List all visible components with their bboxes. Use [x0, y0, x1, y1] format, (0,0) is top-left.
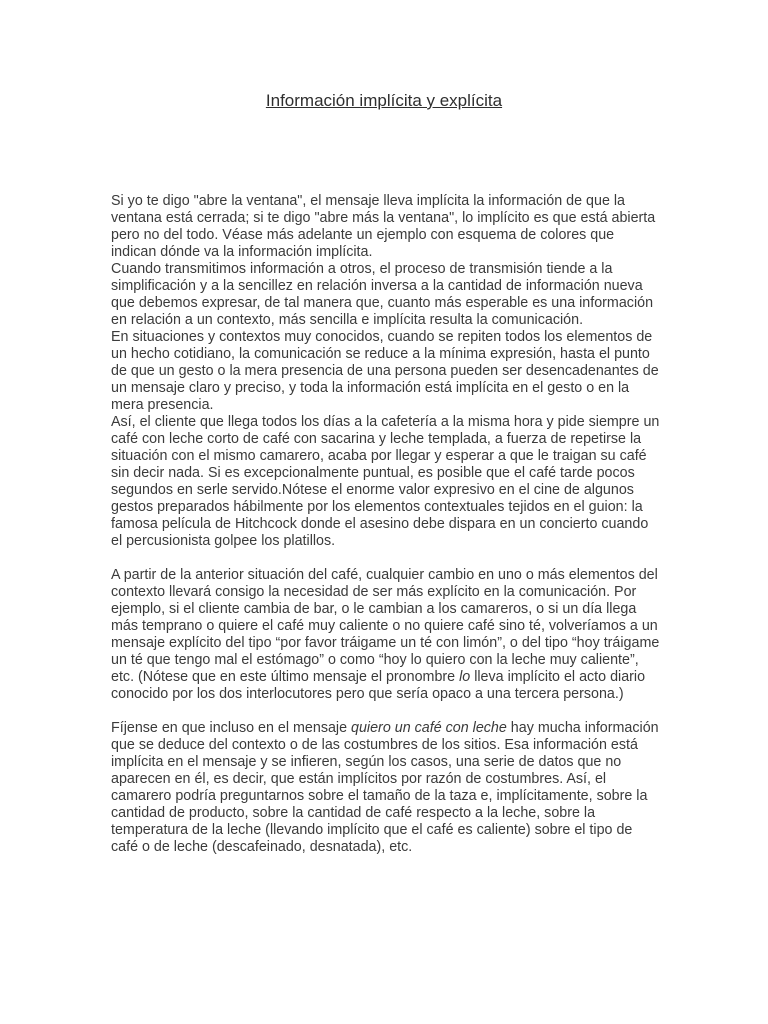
- paragraph-5-italic: lo: [459, 669, 471, 685]
- paragraph-3: En situaciones y contextos muy conocidos, cuando se repiten todos los elementos de un hecho cotidiano, la comunicación se reduce a la mínima expresión, hasta el punto de que un gesto o la mera presencia de una persona pueden ser desencadenantes de un mensaje claro y preciso, y toda la información está implícita en el gesto o en la mera presencia.: [111, 329, 659, 413]
- paragraph-1: Si yo te digo "abre la ventana", el mensaje lleva implícita la información de que la ventana está cerrada; si te digo "abre más la ventana", lo implícito es que está abierta pero no del todo. Véase más adelante un ejemplo con esquema de colores que indican dónde va la información implícita.: [111, 193, 656, 260]
- paragraph-6: [111, 720, 663, 856]
- paragraph-5: [111, 567, 663, 703]
- paragraph-5-part-2: lleva implícito el acto diario conocido por los dos interlocutores pero que sería opaco a una tercera persona.): [111, 669, 646, 702]
- paragraph-6-part-1: Fíjense en que incluso en el mensaje: [111, 720, 352, 736]
- paragraph-4: Así, el cliente que llega todos los días a la cafetería a la misma hora y pide siempre un café con leche corto de café con sacarina y leche templada, a fuerza de repetirse la situación con el mismo camarero, acaba por llegar y esperar a que le traigan su café sin decir nada. Si es excepcionalmente puntual, es posible que el café tarde pocos segundos en serle servido.Nótese el enorme valor expresivo en el cine de algunos gestos preparados hábilmente por los elementos contextuales tejidos en el guion: la famosa película de Hitchcock donde el asesino debe dispara en un concierto cuando el percusionista golpee los platillos.: [111, 414, 660, 549]
- document-title: Información implícita y explícita: [265, 91, 503, 110]
- paragraph-2: Cuando transmitimos información a otros, el proceso de transmisión tiende a la simplificación y a la sencillez en relación inversa a la cantidad de información nueva que debemos expresar, de tal manera que, cuanto más esperable es una información en relación a un contexto, más sencilla e implícita resulta la comunicación.: [111, 261, 654, 328]
- paragraph-5-part-1: A partir de la anterior situación del café, cualquier cambio en uno o más elementos del contexto llevará consigo la necesidad de ser más explícito en la comunicación. Por ejemplo, si el cliente cambia de bar, o le cambian a los camareros, o si un día llega más temprano o quiere el café muy caliente o no quiere café sino té, volveríamos a un mensaje explícito del tipo “por favor tráigame un té con limón”, o del tipo “hoy tráigame un té que tengo mal el estómago” o como “hoy lo quiero con la leche muy caliente”, etc. (Nótese que en este último mensaje el pronombre: [111, 567, 660, 685]
- paragraph-6-italic: quiero un café con leche: [351, 720, 507, 736]
- document-body: [111, 193, 663, 856]
- paragraph-6-part-2: hay mucha información que se deduce del contexto o de las costumbres de los sitios. Esa información está implícita en el mensaje y se infieren, según los casos, una serie de datos que no aparecen en él, es decir, que están implícitos por razón de costumbres. Así, el camarero podría preguntarnos sobre el tamaño de la taza e, implícitamente, sobre la cantidad de producto, sobre la cantidad de café respecto a la leche, sobre la temperatura de la leche (llevando implícito que el café es caliente) sobre el tipo de café o de leche (descafeinado, desnatada), etc.: [111, 720, 659, 855]
